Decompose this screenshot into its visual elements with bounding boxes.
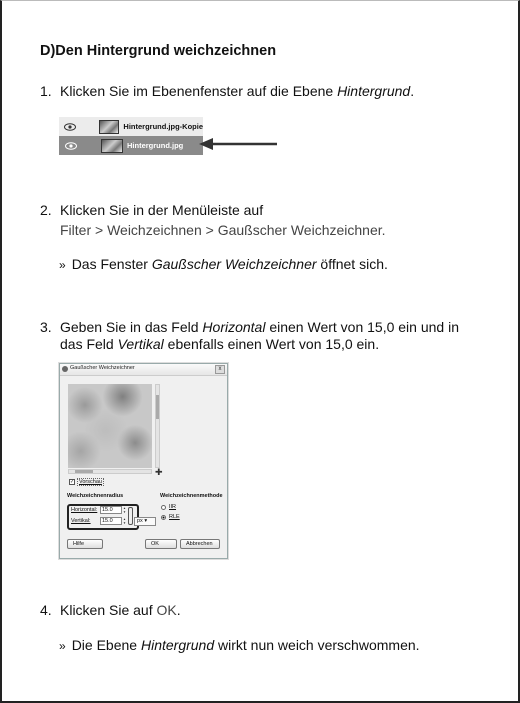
scrollbar-thumb[interactable]	[156, 395, 159, 419]
horizontal-spinner[interactable]: ▲ ▼	[123, 506, 126, 514]
menu-path-text: Filter > Weichzeichnen > Gaußscher Weichzeichner.	[60, 222, 386, 238]
step-text-part: .	[410, 83, 415, 99]
layer-row-selected[interactable]	[59, 136, 203, 155]
eye-icon[interactable]	[63, 122, 77, 132]
step-number: 3.	[40, 319, 52, 335]
result-text-part: wirkt nun weich verschwommen.	[214, 637, 420, 653]
horizontal-label: Horizontal:	[71, 507, 98, 513]
horizontal-scrollbar[interactable]	[68, 469, 152, 474]
step-text	[60, 81, 414, 102]
result-4	[59, 635, 420, 656]
layer-name: Hintergrund.jpg-Kopie	[123, 122, 203, 131]
step-text	[60, 600, 181, 621]
step-text-part: das Feld	[60, 336, 118, 352]
ok-reference: OK	[156, 602, 177, 618]
layer-thumbnail	[99, 120, 119, 134]
result-text-part: Die Ebene	[71, 637, 141, 653]
result-arrow: »	[59, 639, 66, 653]
result-arrow: »	[59, 258, 66, 272]
result-text-part: Das Fenster	[71, 256, 152, 272]
radio-iir-label[interactable]: IIR	[169, 504, 177, 510]
chain-link-icon[interactable]	[128, 507, 133, 525]
radio-iir[interactable]	[161, 505, 166, 510]
layer-name: Hintergrund.jpg	[127, 141, 184, 150]
vertical-label: Vertikal:	[71, 518, 91, 524]
dialog-titlebar	[60, 364, 227, 376]
blur-preview-image	[68, 384, 152, 468]
cancel-button[interactable]: Abbrechen	[180, 539, 220, 549]
step-text-part: Geben Sie in das Feld	[60, 319, 203, 335]
radio-rle[interactable]	[161, 515, 166, 520]
step-text	[60, 336, 379, 352]
move-icon[interactable]: ✚	[155, 467, 163, 477]
layer-thumbnail	[101, 139, 123, 153]
radio-rle-label[interactable]: RLE	[169, 514, 180, 520]
result-text-part: öffnet sich.	[316, 256, 388, 272]
dialog-title: Gaußscher Weichzeichner	[70, 365, 135, 371]
section-heading: D)Den Hintergrund weichzeichnen	[40, 43, 277, 59]
menu-path	[60, 220, 386, 241]
scrollbar-thumb[interactable]	[75, 470, 93, 473]
step-text-part: ebenfalls einen Wert von 15,0 ein.	[163, 336, 380, 352]
layers-panel	[59, 117, 203, 155]
preview-checkbox-label[interactable]: Vorschau	[79, 479, 102, 485]
vertical-scrollbar[interactable]	[155, 384, 160, 468]
eye-icon[interactable]	[63, 141, 79, 151]
step-number: 4.	[40, 602, 52, 618]
radius-section-title: Weichzeichnenradius	[67, 493, 124, 499]
pointer-arrow-icon	[199, 137, 279, 151]
unit-select[interactable]: px ▾	[134, 517, 156, 526]
step-text-emphasis: Vertikal	[117, 336, 164, 352]
step-text: Klicken Sie in der Menüleiste auf	[60, 202, 264, 218]
step-number: 1.	[40, 83, 52, 99]
close-button[interactable]: x	[215, 365, 225, 374]
help-button[interactable]: Hilfe	[67, 539, 103, 549]
app-icon	[62, 366, 68, 372]
vertical-input[interactable]: 15.0	[100, 517, 122, 525]
result-text-emphasis: Gaußscher Weichzeichner	[151, 256, 317, 272]
step-text-part: Klicken Sie auf	[60, 602, 157, 618]
unit-select-value: px	[137, 518, 143, 524]
vertical-spinner[interactable]: ▲ ▼	[123, 517, 126, 525]
layer-row[interactable]	[59, 117, 203, 136]
step-text-part: .	[176, 602, 181, 618]
result-text-emphasis: Hintergrund	[140, 637, 215, 653]
step-text-emphasis: Hintergrund	[337, 83, 411, 99]
horizontal-input[interactable]: 15.0	[100, 506, 122, 514]
method-section-title: Weichzeichnenmethode	[160, 493, 223, 499]
ok-button[interactable]: OK	[145, 539, 177, 549]
step-3-line-2	[60, 334, 379, 355]
step-text-part: einen Wert von 15,0 ein und in	[265, 319, 459, 335]
step-number: 2.	[40, 202, 52, 218]
gaussian-blur-dialog	[59, 363, 228, 559]
step-text-emphasis: Horizontal	[202, 319, 266, 335]
step-text-part: Klicken Sie im Ebenenfenster auf die Ebene	[60, 83, 338, 99]
result-2	[59, 254, 388, 275]
preview-checkbox[interactable]: ✓	[70, 479, 75, 485]
